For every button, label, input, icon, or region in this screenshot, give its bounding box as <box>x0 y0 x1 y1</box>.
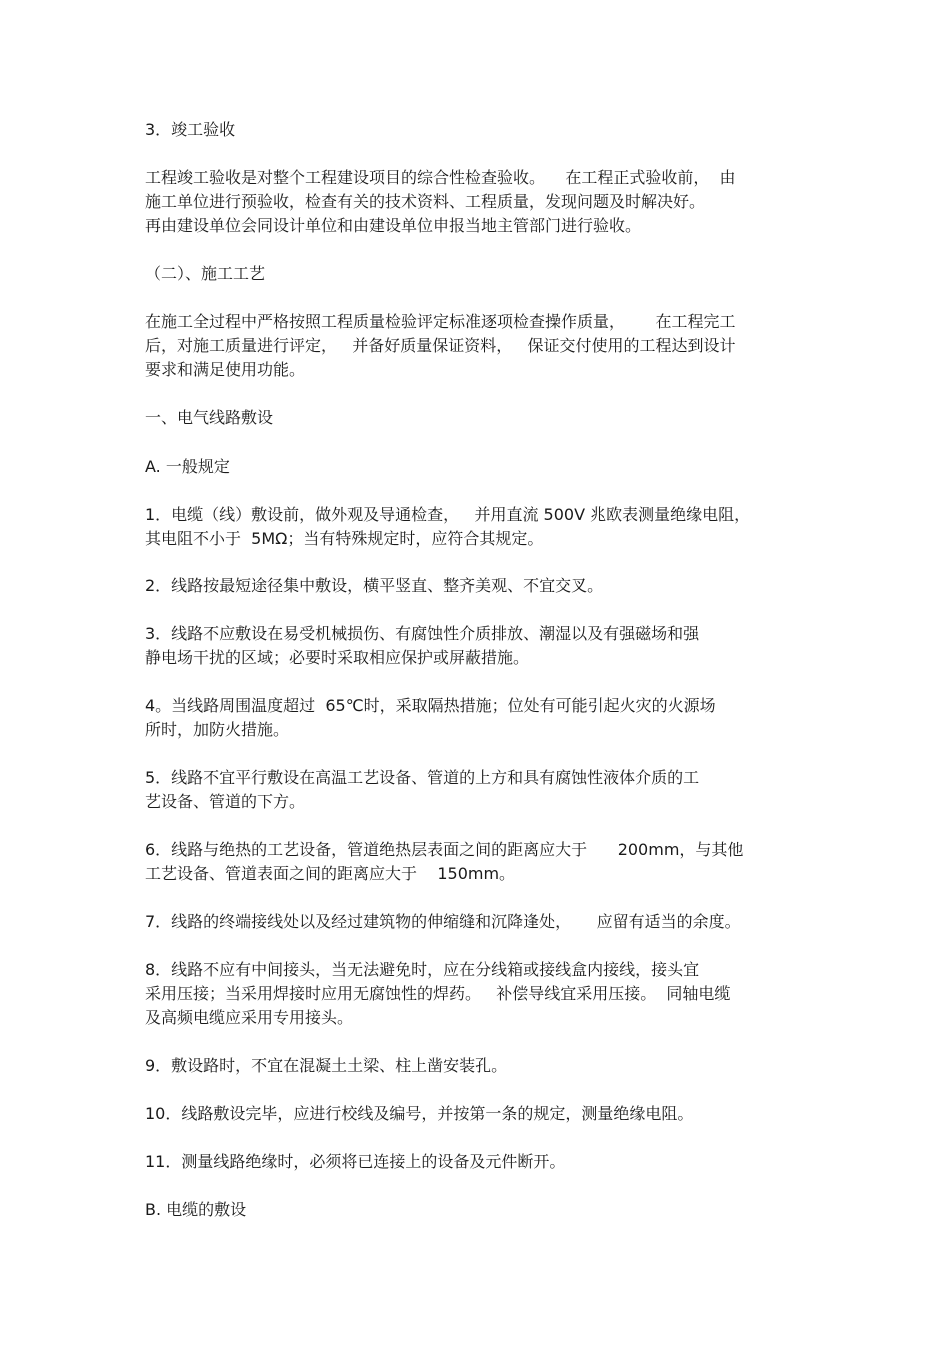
section-heading-completion-acceptance: 3．竣工验收 <box>145 120 236 139</box>
section-heading-construction-process: （二）、施工工艺 <box>145 264 266 283</box>
section-heading-electrical-wiring: 一、电气线路敷设 <box>145 408 274 427</box>
subsection-heading-cable-laying: B. 电缆的敷设 <box>145 1200 247 1219</box>
rule-item-4: 4。当线路周围温度超过 65℃时，采取隔热措施；位处有可能引起火灾的火源场 所时，加防火措施。 <box>145 696 716 739</box>
rule-item-11: 11．测量线路绝缘时，必须将已连接上的设备及元件断开。 <box>145 1152 566 1171</box>
rule-item-6: 6．线路与绝热的工艺设备，管道绝热层表面之间的距离应大于 200mm，与其他 工艺设备、管道表面之间的距离应大于 150mm。 <box>145 840 744 883</box>
subsection-heading-general-rules: A. 一般规定 <box>145 457 230 476</box>
rule-item-10: 10．线路敷设完毕，应进行校线及编号，并按第一条的规定，测量绝缘电阻。 <box>145 1104 694 1123</box>
rule-item-9: 9．敷设路时，不宜在混凝土土梁、柱上凿安装孔。 <box>145 1056 508 1075</box>
rule-item-8: 8．线路不应有中间接头，当无法避免时，应在分线箱或接线盒内接线，接头宜 采用压接；当采用焊接时应用无腐蚀性的焊药。 补偿导线宜采用压接。 同轴电缆 及高频电缆应采用专用接头。 <box>145 960 731 1027</box>
rule-item-5: 5．线路不宜平行敷设在高温工艺设备、管道的上方和具有腐蚀性液体介质的工 艺设备、管道的下方。 <box>145 768 700 811</box>
rule-item-7: 7．线路的终端接线处以及经过建筑物的伸缩缝和沉降逢处， 应留有适当的余度。 <box>145 912 741 931</box>
paragraph-construction-process: 在施工全过程中严格按照工程质量检验评定标准逐项检查操作质量， 在工程完工 后，对施工质量进行评定， 并备好质量保证资料， 保证交付使用的工程达到设计 要求和满足使用功能。 <box>145 312 736 379</box>
paragraph-completion-acceptance: 工程竣工验收是对整个工程建设项目的综合性检查验收。 在工程正式验收前， 由 施工单位进行预验收，检查有关的技术资料、工程质量，发现问题及时解决好。 再由建设单位会同设计单位和由建设单位申报当地主管部门进行验收。 <box>145 168 736 235</box>
rule-item-3: 3．线路不应敷设在易受机械损伤、有腐蚀性介质排放、潮湿以及有强磁场和强 静电场干扰的区域；必要时采取相应保护或屏蔽措施。 <box>145 624 700 667</box>
rule-item-1: 1．电缆（线）敷设前，做外观及导通检查， 并用直流 500V 兆欧表测量绝缘电阻， 其电阻不小于 5MΩ；当有特殊规定时，应符合其规定。 <box>145 505 751 548</box>
rule-item-2: 2．线路按最短途径集中敷设，横平竖直、整齐美观、不宜交叉。 <box>145 576 604 595</box>
